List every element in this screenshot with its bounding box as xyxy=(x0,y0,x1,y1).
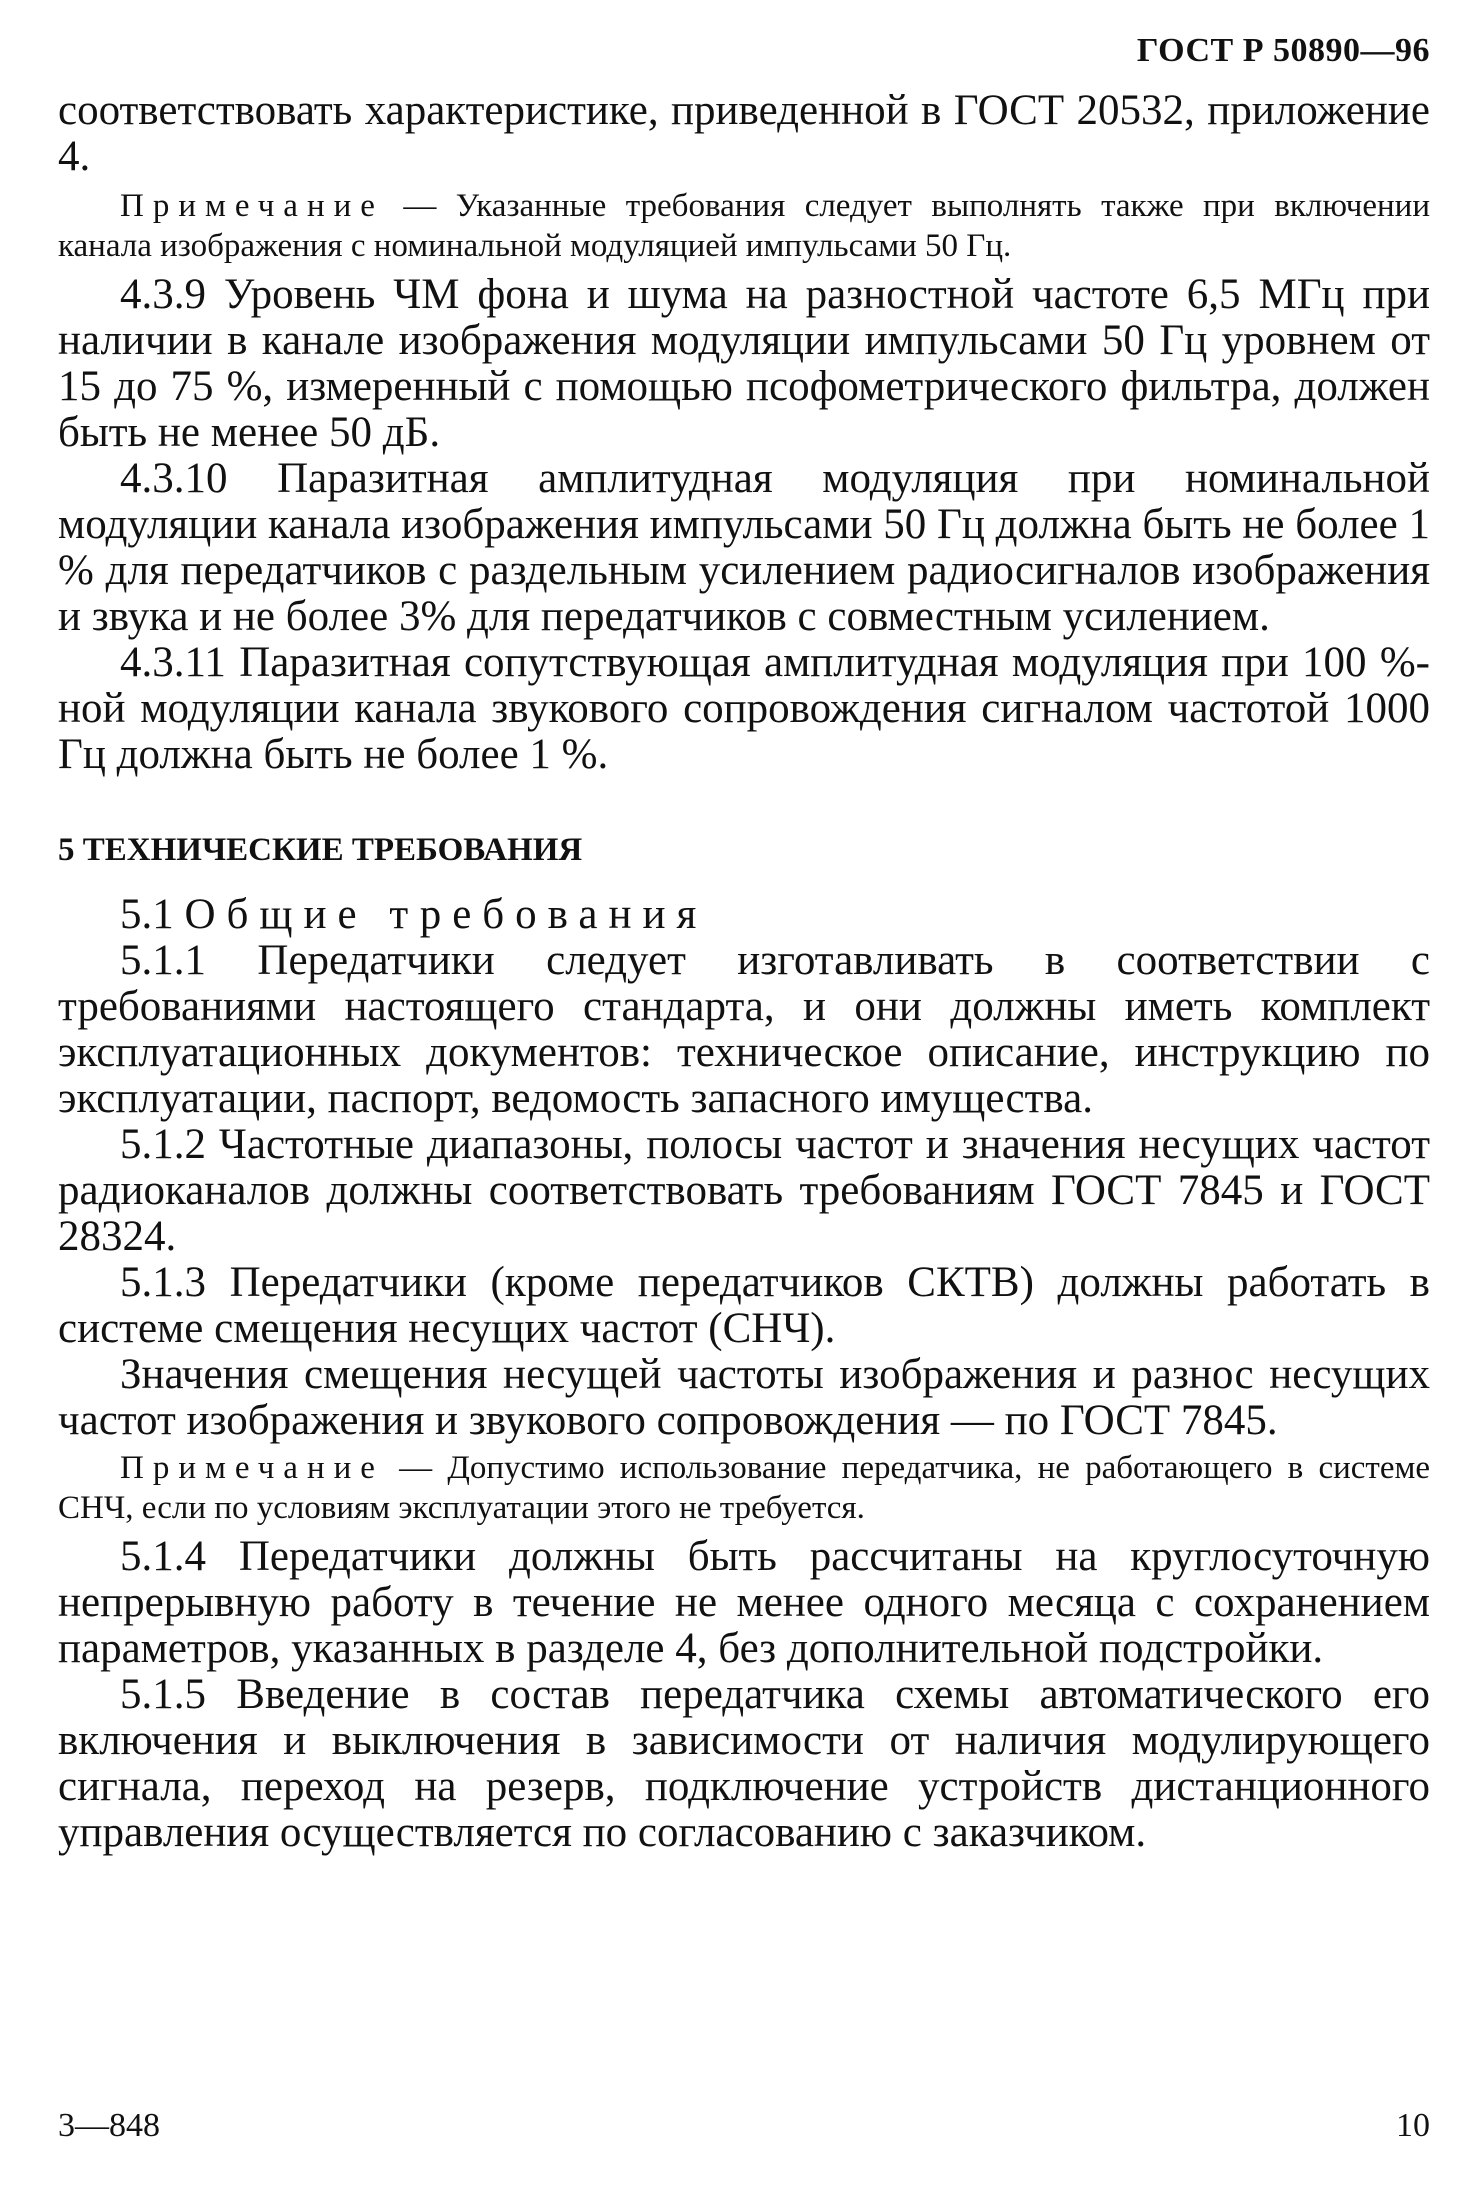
clause-4-3-9: 4.3.9 Уровень ЧМ фона и шума на разностной частоте 6,5 МГц при наличии в канале изображения модуляции импульсами 50 Гц уровнем от 15 до 75 %, измеренный с помощью псофометрического фильтра, должен быть не менее 50 дБ. xyxy=(58,271,1430,456)
clause-5-1-3-continuation: Значения смещения несущей частоты изображения и разнос несущих частот изображения и звукового сопровождения — по ГОСТ 7845. xyxy=(58,1351,1430,1444)
note-2 xyxy=(58,1448,1430,1528)
clause-4-3-10: 4.3.10 Паразитная амплитудная модуляция при номинальной модуляции канала изображения импульсами 50 Гц должна быть не более 1 % для передатчиков с раздельным усилением радиосигналов изображения и звука и не более 3% для передатчиков с совместным усилением. xyxy=(58,455,1430,640)
clause-5-1-4: 5.1.4 Передатчики должны быть рассчитаны на круглосуточную непрерывную работу в течение не менее одного месяца с сохранением параметров, указанных в разделе 4, без дополнительной подстройки. xyxy=(58,1533,1430,1672)
subsection-5-1-number: 5.1 xyxy=(120,891,174,938)
subsection-5-1-title xyxy=(58,892,1430,938)
paragraph-continuation: соответствовать характеристике, приведенной в ГОСТ 20532, приложение 4. xyxy=(58,87,1430,180)
clause-5-1-2: 5.1.2 Частотные диапазоны, полосы частот и значения несущих частот радиоканалов должны соответствовать требованиям ГОСТ 7845 и ГОСТ 28324. xyxy=(58,1121,1430,1260)
subsection-5-1-name: Общие требования xyxy=(184,891,708,938)
note-2-label: Примечание xyxy=(120,1450,384,1486)
note-2-text: — Допустимо использование передатчика, не работающего в системе СНЧ, если по условиям эксплуатации этого не требуется. xyxy=(58,1450,1430,1526)
clause-4-3-11: 4.3.11 Паразитная сопутствующая амплитудная модуляция при 100 %-ной модуляции канала звукового сопровождения сигналом частотой 1000 Гц должна быть не более 1 %. xyxy=(58,639,1430,778)
clause-5-1-5: 5.1.5 Введение в состав передатчика схемы автоматического его включения и выключения в зависимости от наличия модулирующего сигнала, переход на резерв, подключение устройств дистанционного управления осуществляется по согласованию с заказчиком. xyxy=(58,1671,1430,1856)
note-1-text: — Указанные требования следует выполнять также при включении канала изображения с номинальной модуляцией импульсами 50 Гц. xyxy=(58,188,1430,264)
document-id: ГОСТ Р 50890—96 xyxy=(1136,32,1430,69)
note-1-label: Примечание xyxy=(120,188,384,224)
note-1 xyxy=(58,186,1430,266)
footer-sheet-code: 3—848 xyxy=(58,2107,160,2144)
clause-5-1-3: 5.1.3 Передатчики (кроме передатчиков СКТВ) должны работать в системе смещения несущих частот (СНЧ). xyxy=(58,1259,1430,1352)
document-page xyxy=(58,28,1430,2178)
section-5-title: 5 ТЕХНИЧЕСКИЕ ТРЕБОВАНИЯ xyxy=(58,832,583,868)
document-header xyxy=(58,28,1430,88)
page-number: 10 xyxy=(1396,2107,1430,2144)
clause-5-1-1: 5.1.1 Передатчики следует изготавливать в соответствии с требованиями настоящего стандарта, и они должны иметь комплект эксплуатационных документов: техническое описание, инструкцию по эксплуатации, паспорт, ведомость запасного имущества. xyxy=(58,937,1430,1122)
page-footer xyxy=(58,2106,1430,2146)
